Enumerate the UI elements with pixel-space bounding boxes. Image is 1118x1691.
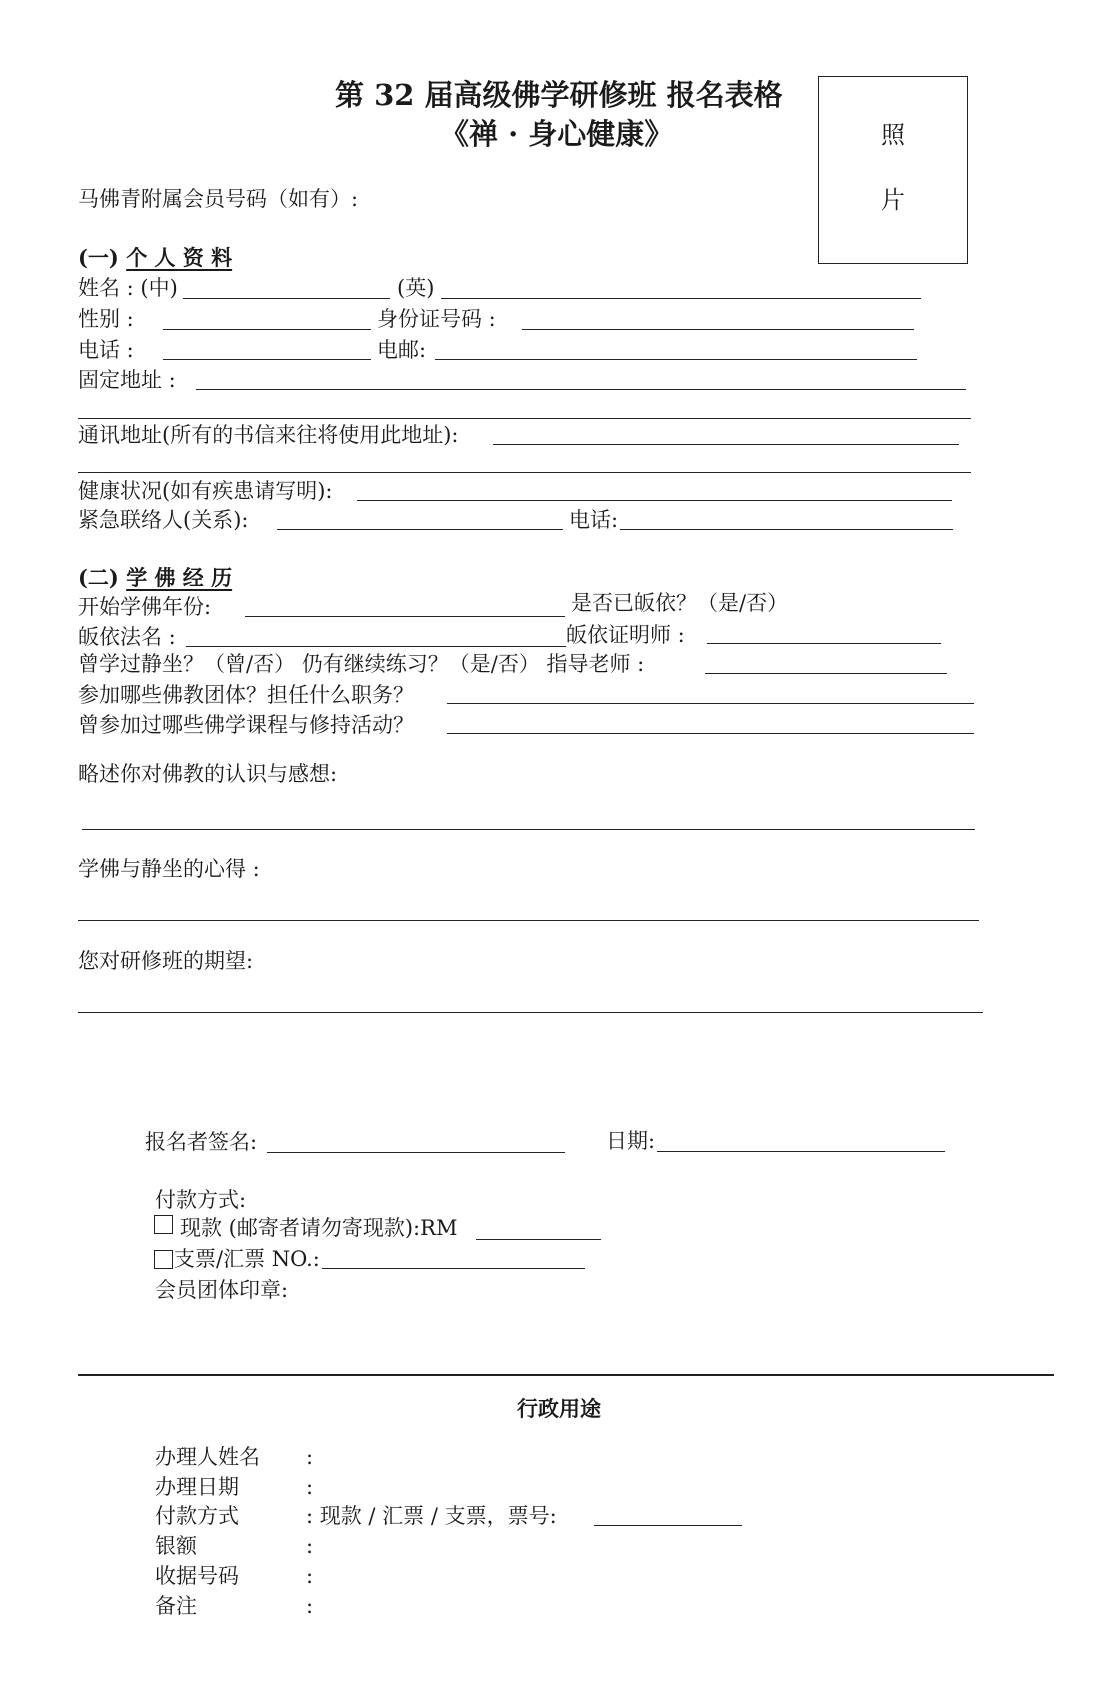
photo-box xyxy=(818,76,968,264)
dharma-name-label: 皈依法名 : xyxy=(78,625,176,649)
courses-field[interactable] xyxy=(447,733,974,734)
insight-label: 学佛与静坐的心得 : xyxy=(78,857,260,881)
signature-field[interactable] xyxy=(267,1152,565,1153)
name-english-field[interactable] xyxy=(441,298,921,299)
admin-payment-method-value: : 现款 / 汇票 / 支票，票号: xyxy=(306,1504,557,1528)
photo-label-1: 照 xyxy=(881,121,905,149)
date-field[interactable] xyxy=(657,1151,945,1152)
section1-heading-prefix: (一) xyxy=(78,245,119,270)
name-en-label: (英) xyxy=(397,276,435,300)
form-title: 第 32 届高级佛学研修班 报名表格 xyxy=(335,78,783,112)
admin-receipt-value: : xyxy=(306,1564,314,1588)
cash-checkbox[interactable] xyxy=(154,1215,173,1234)
admin-process-date-label: 办理日期 xyxy=(155,1475,239,1499)
emergency-phone-label: 电话: xyxy=(569,508,619,532)
cheque-number-field[interactable] xyxy=(322,1268,585,1269)
expectation-label: 您对研修班的期望: xyxy=(78,949,254,973)
signature-label: 报名者签名: xyxy=(145,1130,258,1154)
section2-heading-prefix: (二) xyxy=(78,565,119,590)
address-field-line2[interactable] xyxy=(78,418,971,419)
cash-amount-field[interactable] xyxy=(476,1239,601,1240)
member-number-label: 马佛青附属会员号码（如有）: xyxy=(78,187,359,211)
meditation-teacher-field[interactable] xyxy=(705,673,947,674)
start-year-label: 开始学佛年份: xyxy=(78,595,212,619)
understanding-label: 略述你对佛教的认识与感想: xyxy=(78,762,338,786)
section1-heading xyxy=(78,245,232,271)
admin-amount-value: : xyxy=(306,1534,314,1558)
emergency-contact-label: 紧急联络人(关系): xyxy=(78,508,249,532)
form-subtitle: 《禅 · 身心健康》 xyxy=(440,117,674,151)
refuge-question: 是否已皈依？（是/否） xyxy=(571,591,789,615)
understanding-field[interactable] xyxy=(82,829,975,830)
payment-method-label: 付款方式: xyxy=(155,1188,247,1212)
admin-divider xyxy=(78,1374,1054,1376)
name-chinese-field[interactable] xyxy=(183,298,390,299)
groups-question: 参加哪些佛教团体？担任什么职务？ xyxy=(78,683,414,707)
member-stamp-label: 会员团体印章: xyxy=(155,1278,289,1302)
admin-heading: 行政用途 xyxy=(517,1396,601,1421)
address-field-line1[interactable] xyxy=(196,389,966,390)
section2-heading xyxy=(78,565,232,591)
ic-number-field[interactable] xyxy=(522,329,914,330)
mail-address-label: 通讯地址(所有的书信来往将使用此地址): xyxy=(78,423,459,447)
admin-payment-method-label: 付款方式 xyxy=(155,1504,239,1528)
admin-amount-label: 银额 xyxy=(155,1534,197,1558)
date-label: 日期: xyxy=(606,1129,656,1153)
health-field[interactable] xyxy=(357,500,952,501)
admin-handler-name-label: 办理人姓名 xyxy=(155,1445,260,1469)
admin-ticket-number-field[interactable] xyxy=(594,1525,742,1526)
insight-field[interactable] xyxy=(78,920,979,921)
dharma-name-field[interactable] xyxy=(186,646,566,647)
admin-process-date-value: : xyxy=(306,1475,314,1499)
section1-heading-text: 个 人 资 料 xyxy=(126,245,233,270)
mail-address-field-line1[interactable] xyxy=(493,444,959,445)
gender-label: 性别 : xyxy=(78,307,134,331)
courses-question: 曾参加过哪些佛学课程与修持活动？ xyxy=(78,713,414,737)
gender-field[interactable] xyxy=(163,329,371,330)
health-label: 健康状况(如有疾患请写明): xyxy=(78,479,333,503)
address-label: 固定地址 : xyxy=(78,368,176,392)
name-label: 姓名 : (中) xyxy=(78,276,178,300)
refuge-master-field[interactable] xyxy=(707,643,941,644)
admin-handler-name-value: : xyxy=(306,1445,314,1469)
section2-heading-text: 学 佛 经 历 xyxy=(126,565,233,590)
email-label: 电邮: xyxy=(377,338,427,362)
expectation-field[interactable] xyxy=(78,1012,983,1013)
admin-remarks-value: : xyxy=(306,1594,314,1618)
cheque-label: 支票/汇票 NO.: xyxy=(174,1247,320,1271)
cash-label: 现款 (邮寄者请勿寄现款):RM xyxy=(180,1216,458,1240)
emergency-phone-field[interactable] xyxy=(620,529,953,530)
emergency-contact-field[interactable] xyxy=(277,529,563,530)
phone-label: 电话 : xyxy=(78,338,134,362)
groups-field[interactable] xyxy=(447,703,974,704)
meditation-question: 曾学过静坐？（曾/否） 仍有继续练习？（是/否） 指导老师 : xyxy=(78,652,645,676)
start-year-field[interactable] xyxy=(245,616,565,617)
admin-receipt-label: 收据号码 xyxy=(155,1564,239,1588)
cheque-checkbox[interactable] xyxy=(154,1250,173,1269)
admin-remarks-label: 备注 xyxy=(155,1594,197,1618)
photo-label-2: 片 xyxy=(881,186,905,214)
phone-field[interactable] xyxy=(163,359,371,360)
ic-label: 身份证号码 : xyxy=(377,307,496,331)
refuge-master-label: 皈依证明师 : xyxy=(566,623,685,647)
email-field[interactable] xyxy=(435,359,917,360)
mail-address-field-line2[interactable] xyxy=(78,472,971,473)
